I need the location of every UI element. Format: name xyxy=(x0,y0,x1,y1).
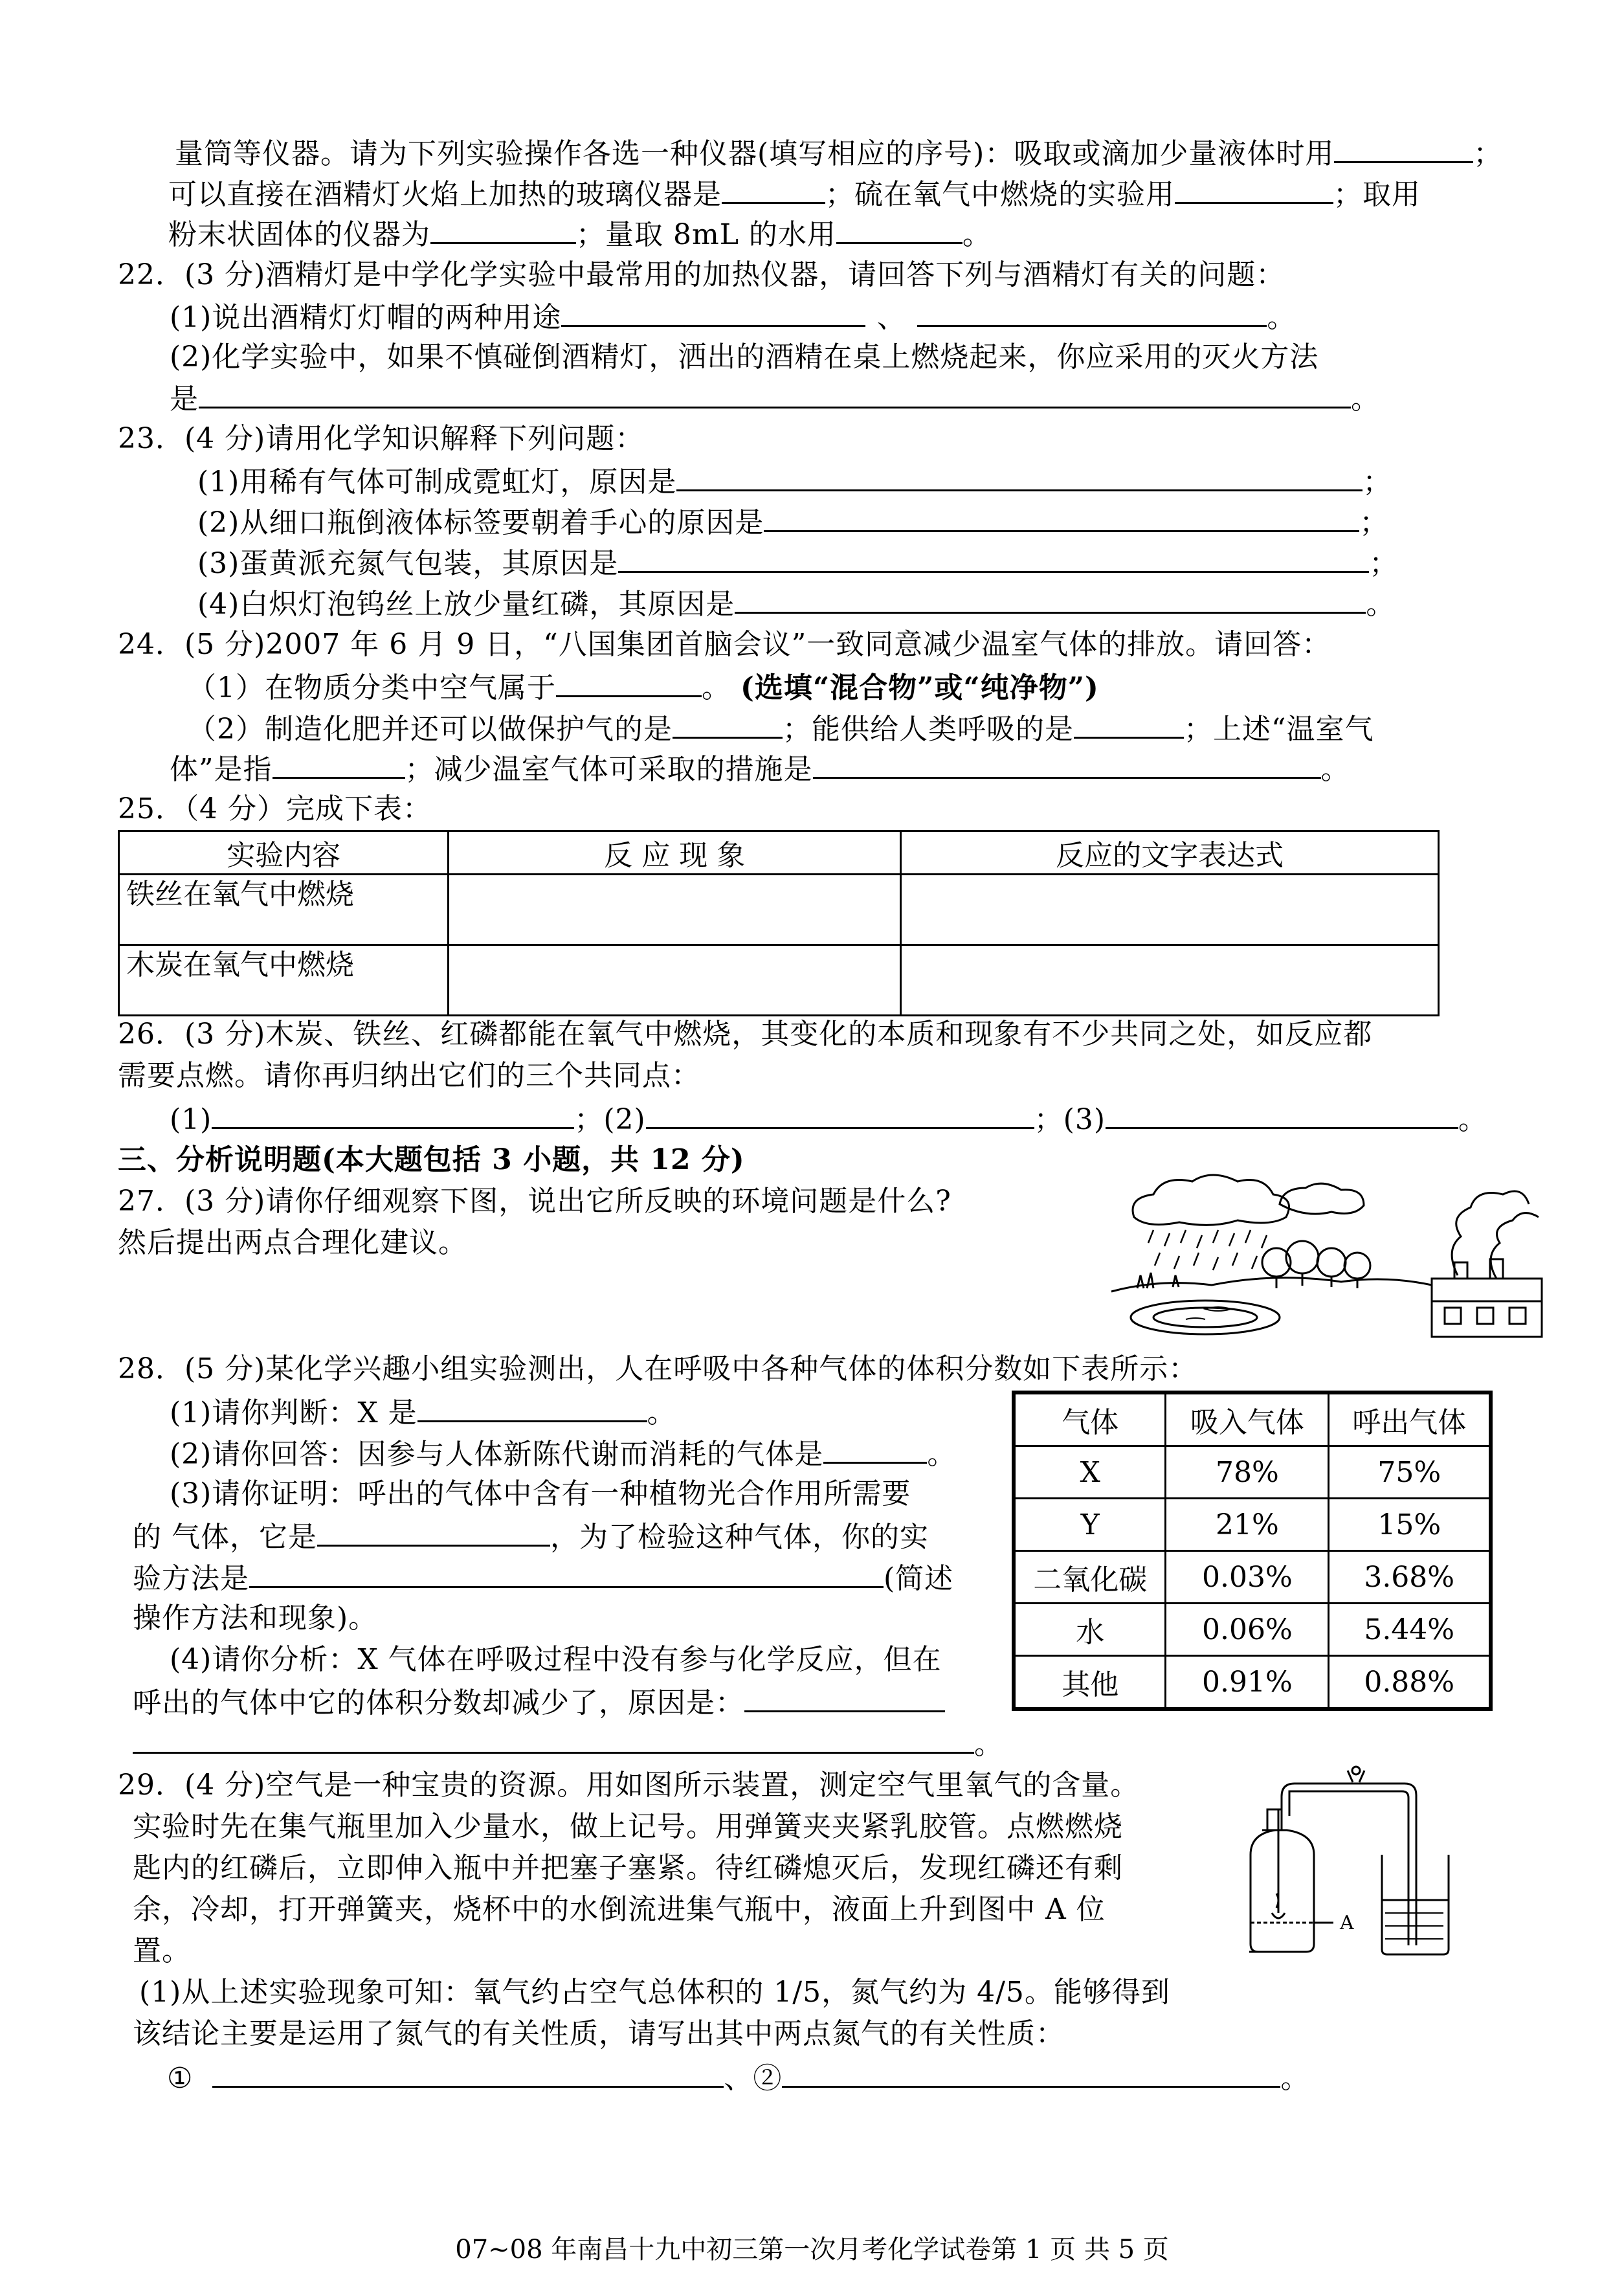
answer-cell[interactable] xyxy=(449,875,901,945)
q21-line-1: 量筒等仪器。请为下列实验操作各选一种仪器(填写相应的序号)：吸取或滴加少量液体时用 ； xyxy=(175,133,1502,173)
table-cell: 3.68% xyxy=(1329,1551,1491,1604)
answer-blank[interactable] xyxy=(561,296,865,327)
q24-stem: 24．(5 分)2007 年 6 月 9 日，“八国集团首脑会议”一致同意减少温室气体的排放。请回答： xyxy=(118,628,1331,661)
q29-answers: ① 、② 。 xyxy=(167,2057,1309,2098)
table-cell: 0.91% xyxy=(1166,1656,1329,1710)
table-row xyxy=(119,875,1439,945)
oxygen-measurement-apparatus xyxy=(1249,1758,1463,1958)
q22-part-2-answer: 是 。 xyxy=(170,378,1380,419)
q28-part-3-note: 操作方法和现象)。 xyxy=(133,1602,378,1635)
table-header-row xyxy=(119,831,1439,875)
q29-stem-2: 实验时先在集气瓶里加入少量水，做上记号。用弹簧夹夹紧乳胶管。点燃燃烧 xyxy=(133,1810,1123,1843)
answer-blank[interactable] xyxy=(618,542,1369,573)
q28-part-4-answer: 。 xyxy=(133,1723,1003,1764)
table-cell: Y xyxy=(1014,1499,1166,1551)
table-row xyxy=(1014,1499,1491,1551)
q23-part-2: (2)从细口瓶倒液体标签要朝着手心的原因是 ； xyxy=(197,502,1388,542)
table-cell: 其他 xyxy=(1014,1656,1166,1710)
answer-cell[interactable] xyxy=(449,945,901,1016)
answer-blank[interactable] xyxy=(917,296,1267,327)
table-cell: 水 xyxy=(1014,1604,1166,1656)
answer-blank[interactable] xyxy=(212,1099,574,1129)
q28-part-3-cont: 的 气体，它是 ，为了检验这种气体，你的实 xyxy=(133,1516,929,1557)
answer-blank[interactable] xyxy=(782,2057,1280,2088)
table-row xyxy=(119,945,1439,1016)
table-header: 反 应 现 象 xyxy=(449,831,901,875)
q29-stem-1: 29．(4 分)空气是一种宝贵的资源。用如图所示装置，测定空气里氧气的含量。 xyxy=(118,1769,1140,1802)
apparatus-label-a: A xyxy=(1340,1912,1354,1934)
answer-blank[interactable] xyxy=(735,583,1366,614)
q22-part-1: (1)说出酒精灯灯帽的两种用途 、 。 xyxy=(170,296,1296,337)
answer-blank[interactable] xyxy=(417,1392,647,1422)
table-row xyxy=(1014,1551,1491,1604)
answer-blank[interactable] xyxy=(1106,1099,1458,1129)
table-header-row xyxy=(1014,1393,1491,1446)
q27-stem-1: 27．(3 分)请你仔细观察下图，说出它所反映的环境问题是什么? xyxy=(118,1185,951,1218)
answer-blank[interactable] xyxy=(722,173,825,204)
table-cell: 21% xyxy=(1166,1499,1329,1551)
q26-answers: (1) ；(2) ；(3) 。 xyxy=(170,1099,1487,1139)
answer-blank[interactable] xyxy=(673,708,783,739)
table-header: 呼出气体 xyxy=(1329,1393,1491,1446)
table-cell: X xyxy=(1014,1446,1166,1499)
q28-part-4-cont: 呼出的气体中它的体积分数却减少了，原因是： xyxy=(133,1682,945,1723)
answer-blank[interactable] xyxy=(273,748,405,779)
answer-blank[interactable] xyxy=(813,748,1321,779)
table-row xyxy=(1014,1604,1491,1656)
q24-part-3: 体”是指 ；减少温室气体可采取的措施是 。 xyxy=(170,748,1350,789)
q28-stem: 28．(5 分)某化学兴趣小组实验测出，人在呼吸中各种气体的体积分数如下表所示： xyxy=(118,1352,1198,1385)
answer-blank[interactable] xyxy=(1074,708,1184,739)
answer-blank[interactable] xyxy=(556,667,702,697)
q22-part-2: (2)化学实验中，如果不慎碰倒酒精灯，洒出的酒精在桌上燃烧起来，你应采用的灭火方法 xyxy=(170,341,1319,374)
table-cell: 75% xyxy=(1329,1446,1491,1499)
answer-blank[interactable] xyxy=(1175,173,1333,204)
q22-stem: 22．(3 分)酒精灯是中学化学实验中最常用的加热仪器，请回答下列与酒精灯有关的问题： xyxy=(118,258,1285,291)
q21-line-3: 粉末状固体的仪器为 ；量取 8mL 的水用 。 xyxy=(168,214,992,254)
q28-gas-table xyxy=(1012,1391,1493,1711)
section-3-heading: 三、分析说明题(本大题包括 3 小题，共 12 分) xyxy=(118,1143,745,1176)
answer-blank[interactable] xyxy=(764,502,1359,532)
table-header: 实验内容 xyxy=(119,831,449,875)
q24-part-1: （1）在物质分类中空气属于 。 (选填“混合物”或“纯净物”) xyxy=(188,667,1099,708)
table-cell: 78% xyxy=(1166,1446,1329,1499)
q29-stem-5: 置。 xyxy=(133,1934,191,1967)
q21-line-2: 可以直接在酒精灯火焰上加热的玻璃仪器是 ；硫在氧气中燃烧的实验用 ；取用 xyxy=(168,173,1421,214)
answer-blank[interactable] xyxy=(823,1433,927,1464)
answer-blank[interactable] xyxy=(199,378,1351,408)
q25-table xyxy=(118,830,1440,1016)
q26-stem-1: 26．(3 分)木炭、铁丝、红磷都能在氧气中燃烧，其变化的本质和现象有不少共同之处，如反应都 xyxy=(118,1018,1373,1051)
answer-blank[interactable] xyxy=(212,2057,724,2088)
answer-blank[interactable] xyxy=(836,214,962,244)
table-cell: 二氧化碳 xyxy=(1014,1551,1166,1604)
table-cell: 15% xyxy=(1329,1499,1491,1551)
q28-part-3: (3)请你证明：呼出的气体中含有一种植物光合作用所需要 xyxy=(170,1477,911,1510)
table-row xyxy=(1014,1656,1491,1710)
answer-blank[interactable] xyxy=(133,1723,974,1754)
q29-stem-4: 余，冷却，打开弹簧夹，烧杯中的水倒流进集气瓶中，液面上升到图中 A 位 xyxy=(133,1893,1106,1926)
q28-part-3-method: 验方法是 (简述 xyxy=(133,1558,953,1598)
answer-blank[interactable] xyxy=(430,214,576,244)
table-row xyxy=(1014,1446,1491,1499)
answer-cell[interactable] xyxy=(901,875,1439,945)
q24-part-2: （2）制造化肥并还可以做保护气的是 ；能供给人类呼吸的是 ；上述“温室气 xyxy=(188,708,1374,749)
answer-cell[interactable] xyxy=(901,945,1439,1016)
q29-part-1: (1)从上述实验现象可知：氧气约占空气总体积的 1/5，氮气约为 4/5。能够得到 xyxy=(139,1976,1170,2009)
q29-stem-3: 匙内的红磷后，立即伸入瓶中并把塞子塞紧。待红磷熄灭后，发现红磷还有剩 xyxy=(133,1851,1123,1885)
q23-stem: 23．(4 分)请用化学知识解释下列问题： xyxy=(118,422,645,455)
table-header: 反应的文字表达式 xyxy=(901,831,1439,875)
q28-part-2: (2)请你回答：因参与人体新陈代谢而消耗的气体是 。 xyxy=(170,1433,956,1474)
q23-part-4: (4)白炽灯泡钨丝上放少量红磷，其原因是 。 xyxy=(197,583,1395,624)
table-cell: 0.88% xyxy=(1329,1656,1491,1710)
q29-part-1-cont: 该结论主要是运用了氮气的有关性质，请写出其中两点氮气的有关性质： xyxy=(133,2017,1065,2050)
answer-blank[interactable] xyxy=(317,1516,550,1547)
table-cell: 0.06% xyxy=(1166,1604,1329,1656)
q25-stem: 25．（4 分）完成下表： xyxy=(118,792,432,825)
answer-blank[interactable] xyxy=(646,1099,1034,1129)
table-cell: 0.03% xyxy=(1166,1551,1329,1604)
table-header: 气体 xyxy=(1014,1393,1166,1446)
table-cell: 5.44% xyxy=(1329,1604,1491,1656)
q26-stem-2: 需要点燃。请你再归纳出它们的三个共同点： xyxy=(118,1059,700,1092)
acid-rain-illustration xyxy=(1108,1165,1548,1340)
table-cell: 木炭在氧气中燃烧 xyxy=(119,945,449,1016)
table-header: 吸入气体 xyxy=(1166,1393,1329,1446)
answer-blank[interactable] xyxy=(744,1682,945,1712)
q23-part-3: (3)蛋黄派充氮气包装，其原因是 ； xyxy=(197,542,1398,583)
q23-part-1: (1)用稀有气体可制成霓虹灯，原因是 ； xyxy=(197,461,1392,502)
answer-blank[interactable] xyxy=(1334,133,1473,163)
table-cell: 铁丝在氧气中燃烧 xyxy=(119,875,449,945)
page-footer: 07~08 年南昌十九中初三第一次月考化学试卷第 1 页 共 5 页 xyxy=(455,2235,1169,2265)
answer-blank[interactable] xyxy=(249,1558,884,1588)
q28-part-4: (4)请你分析：X 气体在呼吸过程中没有参与化学反应，但在 xyxy=(170,1643,942,1676)
q28-part-1: (1)请你判断：X 是 。 xyxy=(170,1392,676,1433)
q27-stem-2: 然后提出两点合理化建议。 xyxy=(118,1226,467,1259)
answer-blank[interactable] xyxy=(676,461,1363,491)
